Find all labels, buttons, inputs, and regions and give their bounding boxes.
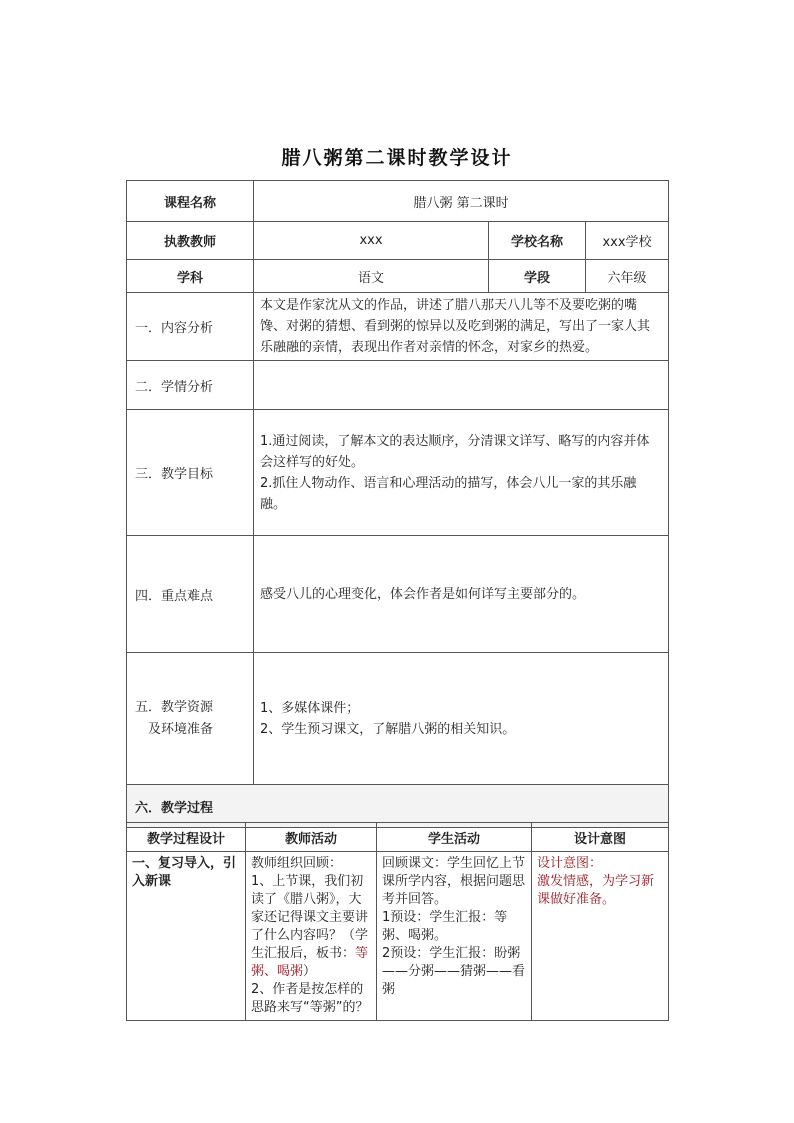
resources-text <box>254 653 669 785</box>
process-row-1 <box>127 852 669 1021</box>
resources-row <box>127 653 669 785</box>
school-label: 学校名称 <box>489 222 586 260</box>
grade-label: 学段 <box>489 260 586 293</box>
student-prediction-2: 2预设：学生汇报：盼粥——分粥——猜粥——看粥 <box>382 946 526 997</box>
teacher-intro: 教师组织回顾： <box>251 856 343 871</box>
lesson-plan-table <box>126 180 669 828</box>
teaching-goals-row <box>127 410 669 536</box>
header-student-activity: 学生活动 <box>377 823 532 852</box>
process-table <box>126 822 669 1021</box>
subject-label: 学科 <box>127 260 254 293</box>
stage-1: 一、复习导入，引入新课 <box>127 852 246 1021</box>
process-header-row <box>127 823 669 852</box>
school-value: xxx学校 <box>586 222 669 260</box>
resource-2: 2、学生预习课文，了解腊八粥的相关知识。 <box>260 721 516 737</box>
goal-1: 1.通过阅读，了解本文的表达顺序，分清课文详写、略写的内容并体会这样写的好处。 <box>260 433 650 470</box>
header-design-intent: 设计意图 <box>532 823 669 852</box>
key-points-text: 感受八儿的心理变化，体会作者是如何详写主要部分的。 <box>254 536 669 653</box>
header-teacher-activity: 教师活动 <box>246 823 377 852</box>
teacher-value: xxx <box>254 222 489 260</box>
course-name-row <box>127 181 669 222</box>
key-points-row <box>127 536 669 653</box>
teacher-row <box>127 222 669 260</box>
course-name-label: 课程名称 <box>127 181 254 222</box>
course-name-value: 腊八粥 第二课时 <box>254 181 669 222</box>
teacher-activity-1 <box>246 852 377 1021</box>
resource-1: 1、多媒体课件； <box>260 700 360 716</box>
resources-label-line1: 五．教学资源 <box>135 699 214 715</box>
resources-label <box>127 653 254 785</box>
teaching-goals-label: 三．教学目标 <box>127 410 254 536</box>
teacher-question-1-end: ） <box>303 964 317 979</box>
subject-value: 语文 <box>254 260 489 293</box>
board-writing: 等粥、喝粥 <box>251 946 369 979</box>
process-heading: 六．教学过程 <box>127 785 669 828</box>
grade-value: 六年级 <box>586 260 669 293</box>
student-activity-1 <box>377 852 532 1021</box>
student-intro: 回顾课文：学生回忆上节课所学内容，根据问题思考并回答。 <box>382 856 526 907</box>
content-analysis-label: 一．内容分析 <box>127 293 254 361</box>
design-intent-text: 激发情感，为学习新课做好准备。 <box>537 874 655 907</box>
teacher-label: 执教教师 <box>127 222 254 260</box>
teacher-question-1-text: 1、上节课，我们初读了《腊八粥》，大家还记得课文主要讲了什么内容吗？（学生汇报后，板书： <box>251 874 369 961</box>
content-analysis-text: 本文是作家沈从文的作品，讲述了腊八那天八儿等不及要吃粥的嘴馋、对粥的猜想、看到粥的惊异以及吃到粥的满足，写出了一家人其乐融融的亲情，表现出作者对亲情的怀念，对家乡的热爱。 <box>254 293 669 361</box>
learner-analysis-row <box>127 361 669 410</box>
learner-analysis-text <box>254 361 669 410</box>
design-intent-label: 设计意图： <box>537 856 603 871</box>
page-title: 腊八粥第二课时教学设计 <box>281 147 513 169</box>
goal-2: 2.抓住人物动作、语言和心理活动的描写，体会八儿一家的其乐融融。 <box>260 475 637 512</box>
key-points-label: 四．重点难点 <box>127 536 254 653</box>
resources-label-line2: 及环境准备 <box>148 721 214 737</box>
subject-row <box>127 260 669 293</box>
learner-analysis-label: 二．学情分析 <box>127 361 254 410</box>
teacher-question-1 <box>251 873 371 981</box>
teaching-goals-text <box>254 410 669 536</box>
header-stage: 教学过程设计 <box>127 823 246 852</box>
teacher-question-2: 2、作者是按怎样的思路来写“等粥”的？ <box>251 982 369 1015</box>
student-prediction-1: 1预设：学生汇报：等粥、喝粥。 <box>382 910 508 943</box>
content-analysis-row <box>127 293 669 361</box>
design-intent-1 <box>532 852 669 1021</box>
